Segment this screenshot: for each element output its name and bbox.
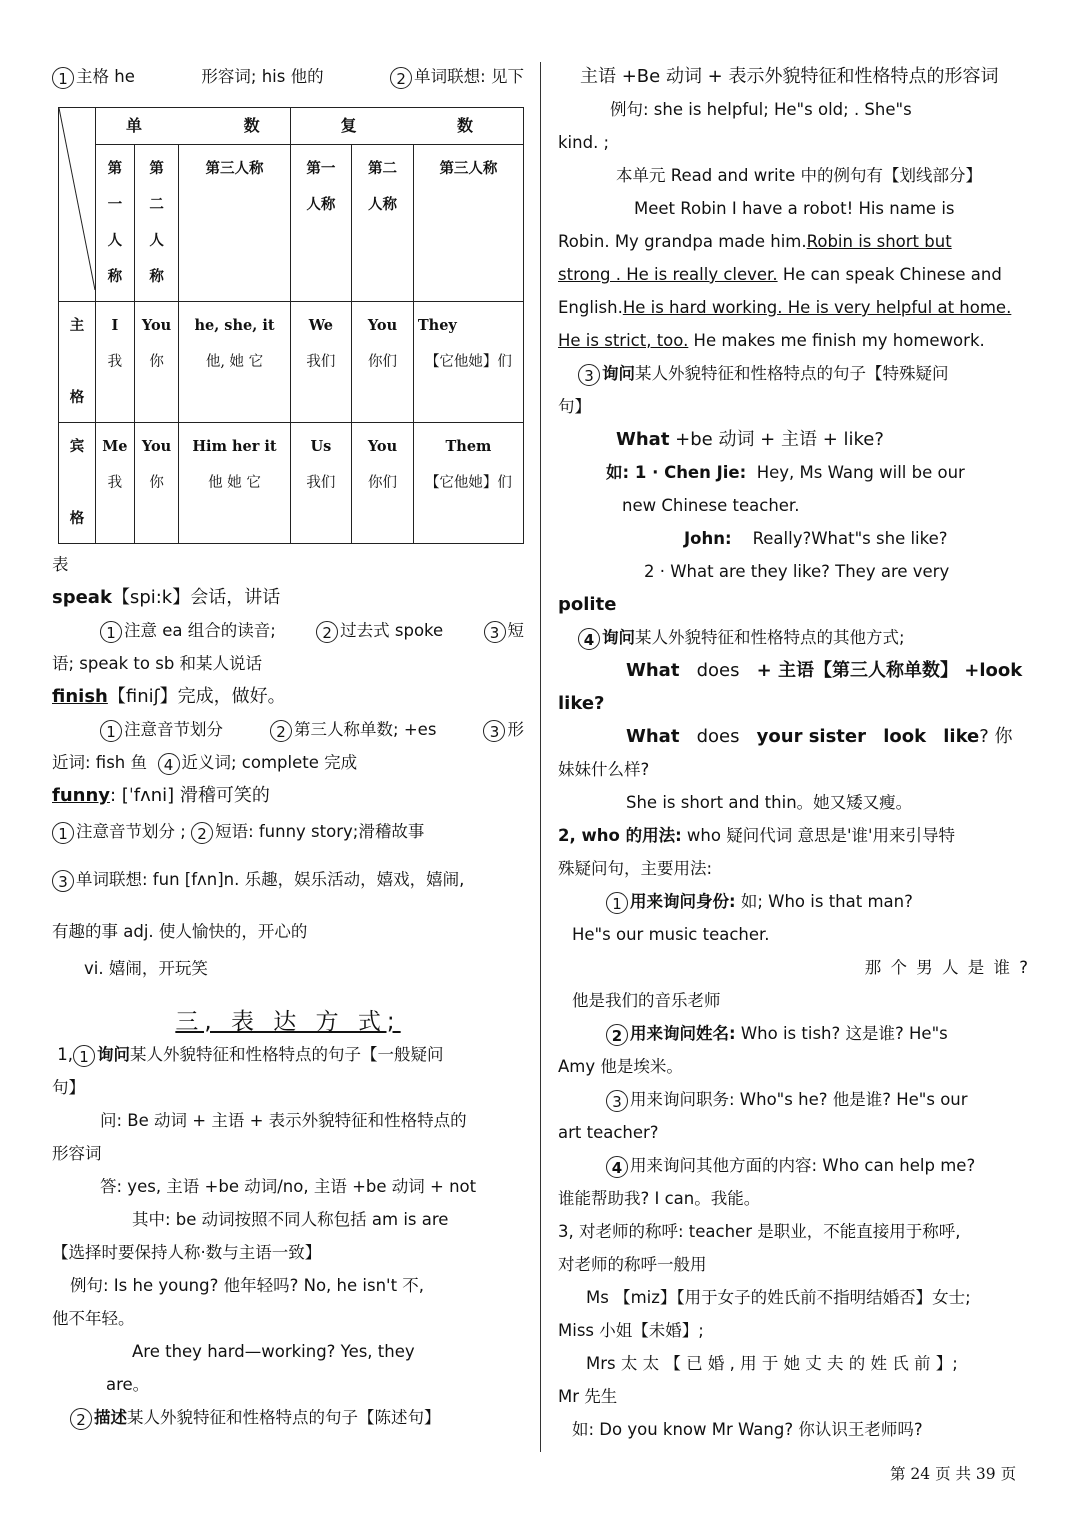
r-line-38: Ms 【miz】【用于女子的姓氏前不指明结婚否】女士;: [586, 1288, 971, 1307]
r-line-5: Meet Robin I have a robot! His name is: [634, 199, 955, 218]
table-row-objective: 宾 格 Me 我 You 你 Him her it 他 她 它 Us 我们 You 你们 Them 【它他她】们: [59, 423, 524, 544]
r-line-29: 他是我们的音乐老师: [572, 991, 721, 1010]
r-line-25: 殊疑问句，主要用法:: [558, 859, 713, 878]
r-line-3: kind. ;: [558, 133, 610, 152]
r-line-37: 对老师的称呼一般用: [558, 1255, 707, 1274]
funny-assoc-3: vi. 嬉闹，开玩笑: [84, 959, 208, 978]
r-line-33: art teacher?: [558, 1123, 659, 1142]
sub-plural-first: 第一 人称: [290, 145, 352, 302]
r-line-30: 2 用来询问姓名: Who is tish? 这是谁? He"s: [558, 1017, 1030, 1050]
left-column: [52, 60, 524, 1434]
r-line-28: 那 个 男 人 是 谁 ?: [864, 958, 1030, 977]
r-line-26: 1 用来询问身份: 如; Who is that man?: [558, 885, 1030, 918]
funny-notes: 1 注意音节划分 ; 2 短语: funny story;滑稽故事: [52, 812, 524, 852]
table-corner: [59, 108, 96, 302]
finish-notes: 1 注意音节划分 2 第三人称单数; +es 3 形: [52, 713, 524, 746]
finish-near: 近词: fish 鱼 4 近义词; complete 完成: [52, 753, 358, 774]
biao-text: 表: [52, 555, 69, 574]
column-divider: [540, 62, 541, 1452]
r-line-17: polite: [558, 594, 617, 615]
right-column: [558, 60, 1030, 1446]
r-line-10: 3 询问某人外貌特征和性格特点的句子【特殊疑问: [558, 357, 1030, 390]
r-line-2: 例句: she is helpful; He"s old; . She"s: [610, 100, 912, 119]
r-line-16: 2 · What are they like? They are very: [644, 562, 950, 581]
header-single: 单 数: [96, 108, 291, 145]
page-footer: 第 24 页 共 39 页: [890, 1465, 1017, 1483]
s1-answer: 答: yes, 主语 +be 动词/no, 主语 +be 动词 + not: [100, 1177, 477, 1196]
s1-note: 其中: be 动词按照不同人称包括 am is are: [132, 1210, 449, 1229]
r-line-9: He is strict, too. He makes me finish my homework.: [558, 331, 985, 350]
s1-example: 例句: Is he young? 他年轻吗? No, he isn't 不,: [70, 1276, 425, 1295]
speak-notes: 1 注意 ea 组合的读音; 2 过去式 spoke 3 短: [52, 614, 524, 647]
funny-assoc: 3 单词联想: fun [fʌn]n. 乐趣，娱乐活动，嬉戏，嬉闹,: [52, 852, 524, 908]
r-line-42: 如: Do you know Mr Wang? 你认识王老师吗?: [572, 1420, 923, 1439]
r-line-20: like?: [558, 693, 605, 714]
sub-second-person: 第 二 人 称: [134, 145, 179, 302]
s1-example-3: Are they hard—working? Yes, they: [132, 1342, 415, 1361]
sub-first-person: 第 一 人 称: [96, 145, 135, 302]
r-line-18: 4 询问某人外貌特征和性格特点的其他方式;: [558, 621, 1030, 654]
speak-phrase: 语; speak to sb 和某人说话: [52, 654, 263, 673]
s1-note-2: 【选择时要保持人称·数与主语一致】: [52, 1243, 322, 1262]
s1-example-4: are。: [106, 1375, 150, 1394]
r-line-36: 3, 对老师的称呼: teacher 是职业，不能直接用于称呼,: [558, 1222, 961, 1241]
r-line-39: Miss 小姐【未婚】;: [558, 1321, 704, 1340]
intro-b: 形容词; his 他的: [201, 67, 324, 86]
r-line-13: 如: 1 · Chen Jie: Hey, Ms Wang will be our: [606, 463, 965, 482]
r-line-27: He"s our music teacher.: [572, 925, 770, 944]
r-line-19: What does + 主语【第三人称单数】 +look: [626, 660, 1023, 681]
funny-entry: funny: [ˈfʌni] 滑稽可笑的: [52, 785, 270, 806]
r-line-4: 本单元 Read and write 中的例句有【划线部分】: [616, 166, 982, 185]
r-line-24: 2, who 的用法: who 疑问代词 意思是'谁'用来引导特: [558, 826, 956, 845]
r-line-15: John: Really?What"s she like?: [684, 529, 948, 548]
r-line-21: What does your sister look like? 你: [626, 726, 1013, 747]
table-row-nominative: 主 格 I 我 You 你 he, she, it 他, 她 它 We 我们 You 你们 They 【它他她】们: [59, 302, 524, 423]
s1-question: 问: Be 动词 + 主语 + 表示外貌特征和性格特点的: [100, 1111, 467, 1130]
r-line-7: strong . He is really clever. He can speak Chinese and: [558, 265, 1002, 284]
r-line-23: She is short and thin。她又矮又瘦。: [626, 793, 913, 812]
r-line-12: What +be 动词 + 主语 + like?: [616, 429, 884, 450]
r-line-14: new Chinese teacher.: [622, 496, 800, 515]
pronoun-table: [58, 107, 524, 544]
sub-plural-second: 第二 人称: [352, 145, 414, 302]
s1-line-2: 句】: [52, 1078, 85, 1097]
r-line-40: Mrs 太 太 【 已 婚 , 用 于 她 丈 夫 的 姓 氏 前 】;: [586, 1354, 958, 1373]
r-line-32: 3 用来询问职务: Who"s he? 他是谁? He"s our: [558, 1083, 1030, 1116]
sub-third-person: 第三人称: [179, 145, 290, 302]
header-plural: 复 数: [290, 108, 523, 145]
r-line-6: Robin. My grandpa made him.Robin is short but: [558, 232, 952, 251]
s1-line: 1, 1 询问某人外貌特征和性格特点的句子【一般疑问: [57, 1045, 444, 1066]
r-line-1: 主语 +Be 动词 + 表示外貌特征和性格特点的形容词: [580, 66, 999, 87]
r-line-22: 妹妹什么样?: [558, 760, 650, 779]
funny-assoc-2: 有趣的事 adj. 使人愉快的，开心的: [52, 922, 308, 941]
finish-entry: finish【finiʃ】完成，做好。: [52, 686, 286, 707]
r-line-11: 句】: [558, 397, 591, 416]
r-line-8: English.He is hard working. He is very helpful at home.: [558, 298, 1012, 317]
r-line-34: 4 用来询问其他方面的内容: Who can help me?: [558, 1149, 1030, 1182]
label-nominative: 主 格: [59, 302, 96, 423]
r-line-31: Amy 他是埃米。: [558, 1057, 683, 1076]
r-line-41: Mr 先生: [558, 1387, 618, 1406]
section-heading: 三, 表 达 方 式;: [175, 1009, 401, 1035]
line-intro: 1 主格 he 形容词; his 他的 2 单词联想: 见下: [52, 60, 524, 93]
s2-line: 2 描述某人外貌特征和性格特点的句子【陈述句】: [52, 1401, 524, 1434]
r-line-35: 谁能帮助我? I can。我能。: [558, 1189, 761, 1208]
s1-question-2: 形容词: [52, 1144, 102, 1163]
sub-plural-third: 第三人称: [413, 145, 523, 302]
label-objective: 宾 格: [59, 423, 96, 544]
s1-example-2: 他不年轻。: [52, 1309, 135, 1328]
speak-entry: speak【spi:k】会话，讲话: [52, 587, 281, 608]
